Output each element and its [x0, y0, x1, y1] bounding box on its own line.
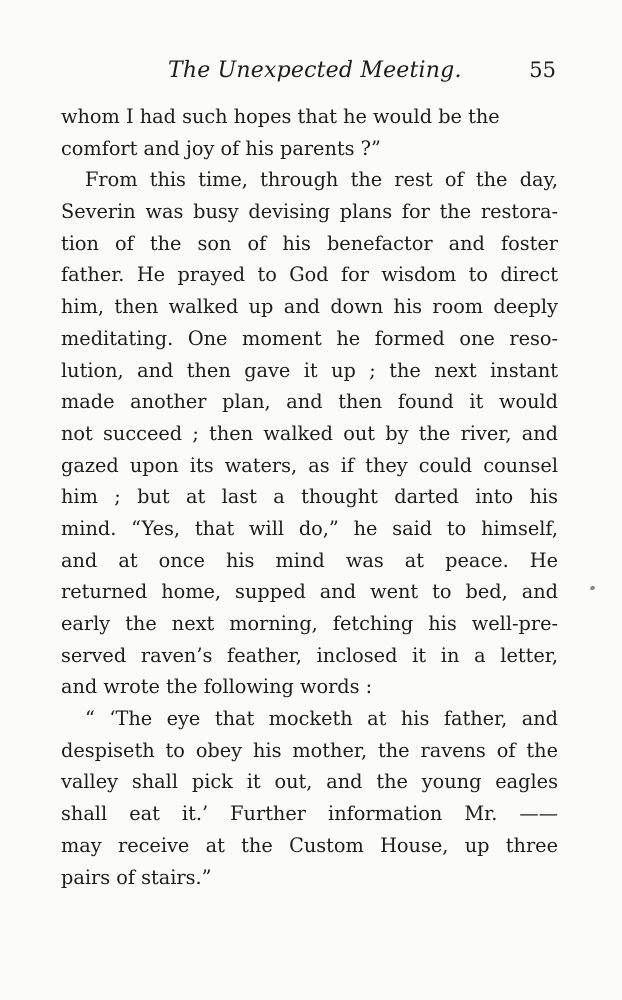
text-line: made another plan, and then found it would — [61, 390, 558, 414]
text-line: tion of the son of his benefactor and foster — [61, 231, 558, 255]
text-line: meditating. One moment he formed one reso- — [61, 326, 558, 350]
ink-speck — [589, 585, 595, 591]
text-line: mind. “Yes, that will do,” he said to himself, — [61, 516, 558, 540]
text-line: lution, and then gave it up ; the next instant — [61, 358, 558, 382]
text-line: comfort and joy of his parents ?” — [61, 136, 381, 160]
text-line: him, then walked up and down his room deeply — [61, 295, 558, 319]
text-line: “ ‘The eye that mocketh at his father, and — [85, 707, 558, 731]
text-line: father. He prayed to God for wisdom to direct — [61, 263, 558, 287]
text-line: shall eat it.’ Further information Mr. —— — [61, 802, 558, 826]
text-line: valley shall pick it out, and the young eagles — [61, 770, 558, 794]
text-line: pairs of stairs.” — [61, 865, 212, 889]
text-line: and wrote the following words : — [61, 675, 373, 699]
running-title: The Unexpected Meeting. — [168, 58, 462, 83]
text-line: Severin was busy devising plans for the restora- — [61, 200, 558, 224]
running-head — [60, 58, 560, 92]
text-line: not succeed ; then walked out by the river, and — [61, 421, 558, 445]
text-line: whom I had such hopes that he would be the — [61, 105, 500, 128]
text-line: and at once his mind was at peace. He — [61, 548, 558, 572]
body-text — [61, 101, 558, 893]
text-line: gazed upon its waters, as if they could counsel — [61, 453, 558, 477]
text-line: him ; but at last a thought darted into his — [61, 485, 558, 509]
text-line: From this time, through the rest of the day, — [85, 168, 558, 192]
page-number: 55 — [529, 58, 556, 82]
text-line: served raven’s feather, inclosed it in a letter, — [61, 643, 558, 667]
text-line: despiseth to obey his mother, the ravens of the — [61, 738, 558, 762]
text-line: returned home, supped and went to bed, and — [61, 580, 558, 604]
text-line: early the next morning, fetching his well-pre- — [61, 612, 558, 635]
text-line: may receive at the Custom House, up three — [61, 833, 558, 857]
